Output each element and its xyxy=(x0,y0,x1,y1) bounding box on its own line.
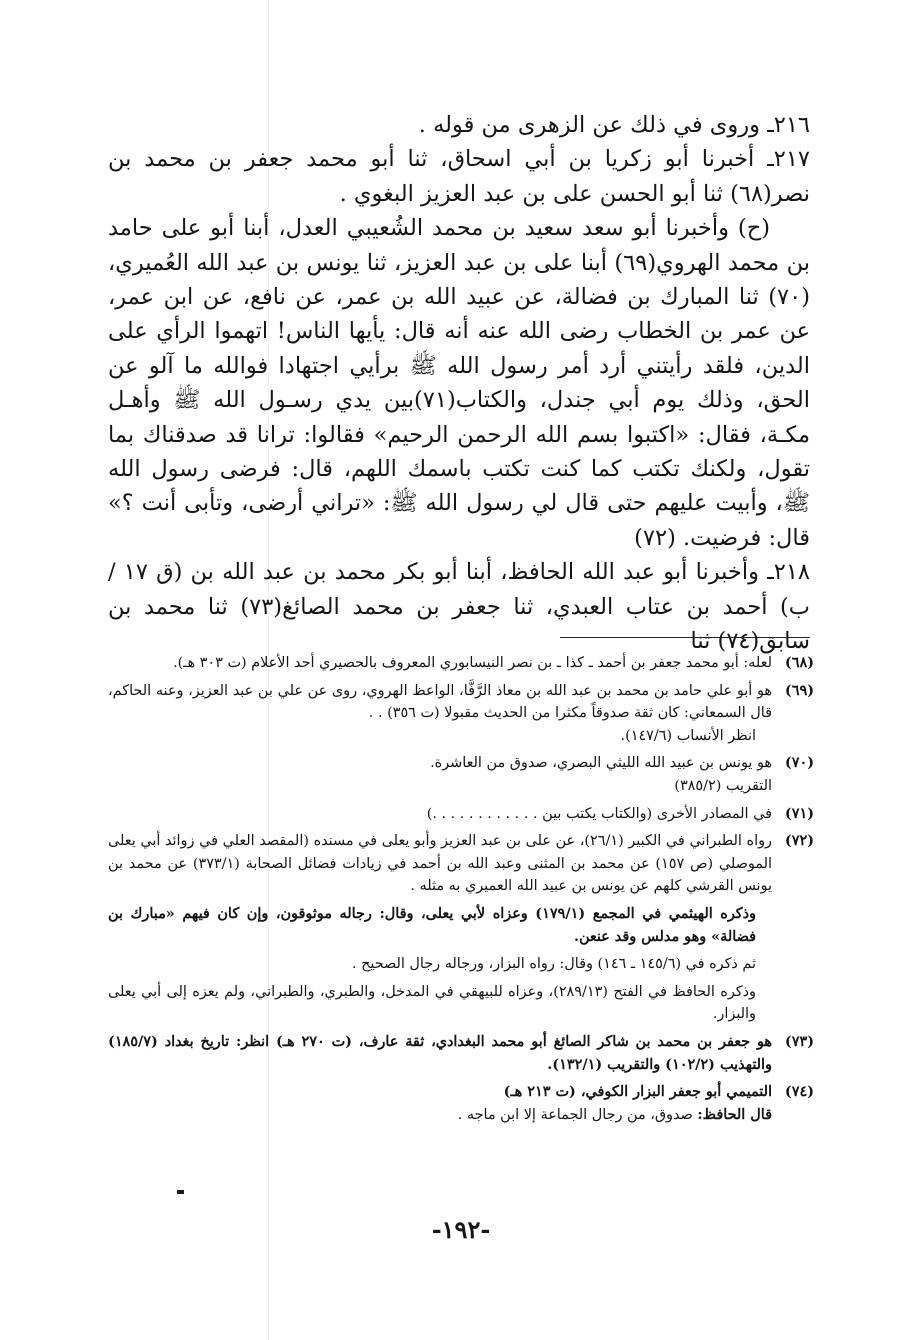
footnote-69 xyxy=(108,680,814,748)
footnote-quote xyxy=(108,1104,772,1127)
paragraph-hadith: (ح) وأخبرنا أبو سعد سعيد بن محمد الشُعيبي العدل، أبنا أبو على حامد بن محمد الهروي(٦٩) أبنا على بن عبد العزيز، ثنا يونس بن عبد الله العُميري، (٧٠) ثنا المبارك بن فضالة، عن عبيد الله بن عمر، عن نافع، عن ابن عمر، عن عمر بن الخطاب رضى الله عنه أنه قال: يأيها الناس! اتهموا الرأي على الدين، فلقد رأيتني أرد أمر رسول الله ﷺ برأيي اجتهادا فوالله ما آلو عن الحق، وذلك يوم أبي جندل، والكتاب(٧١)بين يدي رسـول الله ﷺ وأهـل مكـة، فقال: «اكتبوا بسم الله الرحمن الرحيم» فقالوا: ترانا قد صدقناك بما تقول، ولكنك تكتب كما كنت تكتب باسمك اللهم، قال: فرضى رسول الله ﷺ، وأبيت عليهم حتى قال لي رسول الله ﷺ: «تراني أرضى، وتأبى أنت ؟» قال: فرضيت. (٧٢) xyxy=(108,215,810,551)
ink-mark xyxy=(177,1190,184,1194)
footnote-number: (٦٨) xyxy=(784,654,814,671)
footnote-text: في المصادر الأخرى (والكتاب يكتب بين . . . . . . . . . . . .) xyxy=(426,805,772,822)
footnote-text: هو يونس بن عبيد الله الليثي البصري، صدوق من العاشرة. xyxy=(430,755,772,772)
footnote-fath: وذكره الحافظ في الفتح (٢٨٩/١٣)، وعزاه للبيهقي في المدخل، والطبري، والطبراني، ولم يعزه إلى أبي يعلى والبزار. xyxy=(108,983,756,1023)
footnote-72 xyxy=(108,830,814,1026)
footnote-text: هو أبو علي حامد بن محمد بن عبد الله بن معاذ الرَّفَّا، الواعظ الهروي، روى عن علي بن عبد العزيز، وعنه الحاكم، قال السمعاني: كان ثقة صدوقاً مكثرا من الحديث مقبولا (ت ٣٥٦) . . xyxy=(108,682,772,722)
footnote-text: رواه الطبراني في الكبير (٢٦/١)، عن على بن عبد العزيز وأبو يعلى في مسنده (المقصد العلي في زوائد أبي يعلى الموصلي (ص ١٥٧) عن محمد بن المثنى وعبد الله بن أحمد في زيادات فضائل الصحابة (٣٧٣/١) عن محمد بن يونس القرشي كلهم عن يونس بن عبيد الله العميري به مثله . xyxy=(108,833,773,895)
footnote-text: هو جعفر بن محمد بن شاكر الصائغ أبو محمد البغدادي، ثقة عارف، (ت ٢٧٠ هـ) انظر: تاريخ بغداد (١٨٥/٧) والتهذيب (١٠٢/٢) والتقريب (١٣٢/١). xyxy=(108,1032,772,1073)
footnote-74 xyxy=(108,1081,814,1126)
footnote-reference: انظر الأنساب (١٤٧/٦). xyxy=(620,727,756,744)
footnote-text: لعله: أبو محمد جعفر بن أحمد ـ كذا ـ بن نصر النيسابوري المعروف بالحصيري أحد الأعلام (ت ٣٠٣ هـ). xyxy=(173,655,772,671)
footnote-reference: التقريب (٣٨٥/٢) xyxy=(674,777,772,794)
paragraph-216: ٢١٦ـ وروى في ذلك عن الزهرى من قوله . xyxy=(418,112,810,138)
footnote-71 xyxy=(108,803,814,826)
footnote-number: (٦٩) xyxy=(784,681,814,699)
footnote-divider xyxy=(560,637,810,638)
footnote-70 xyxy=(108,752,814,797)
footnote-quote-text: صدوق، من رجال الجماعة إلا ابن ماجه . xyxy=(457,1106,693,1123)
footnote-haythami: وذكره الهيثمي في المجمع (١٧٩/١) وعزاه لأبي يعلى، وقال: رجاله موثوقون، وإن كان فيهم «مبارك بن فضالة» وهو مدلس وقد عنعن. xyxy=(108,904,756,945)
paragraph-218: ٢١٨ـ وأخبرنا أبو عبد الله الحافظ، أبنا أبو بكر محمد بن عبد الله بن (ق ١٧ / ب) أحمد بن عتاب العبدي، ثنا جعفر بن محمد الصائغ(٧٣) ثنا محمد بن سابق(٧٤) ثنا xyxy=(108,559,810,655)
footnote-text: التميمي أبو جعفر البزار الكوفي، (ت ٢١٣ هـ) xyxy=(503,1083,772,1101)
footnote-number: (٧٠) xyxy=(784,754,814,772)
footnotes xyxy=(108,652,814,1131)
footnote-number: (٧٤) xyxy=(784,1083,814,1101)
footnote-68 xyxy=(108,652,814,675)
footnote-quote-label: قال الحافظ: xyxy=(697,1105,772,1123)
footnote-second-citation: ثم ذكره في (١٤٥/٦ ـ ١٤٦) وقال: رواه البزار، ورجاله رجال الصحيح . xyxy=(351,956,756,973)
footnote-number: (٧٣) xyxy=(784,1032,814,1050)
main-text xyxy=(108,108,810,659)
footnote-number: (٧٢) xyxy=(784,832,814,850)
footnote-number: (٧١) xyxy=(784,804,814,822)
page-number: -١٩٢- xyxy=(431,1215,491,1244)
paragraph-217: ٢١٧ـ أخبرنا أبو زكريا بن أبي اسحاق، ثنا أبو محمد جعفر بن محمد بن نصر(٦٨) ثنا أبو الحسن على بن عبد العزيز البغوي . xyxy=(108,146,811,207)
footnote-73 xyxy=(108,1031,814,1076)
